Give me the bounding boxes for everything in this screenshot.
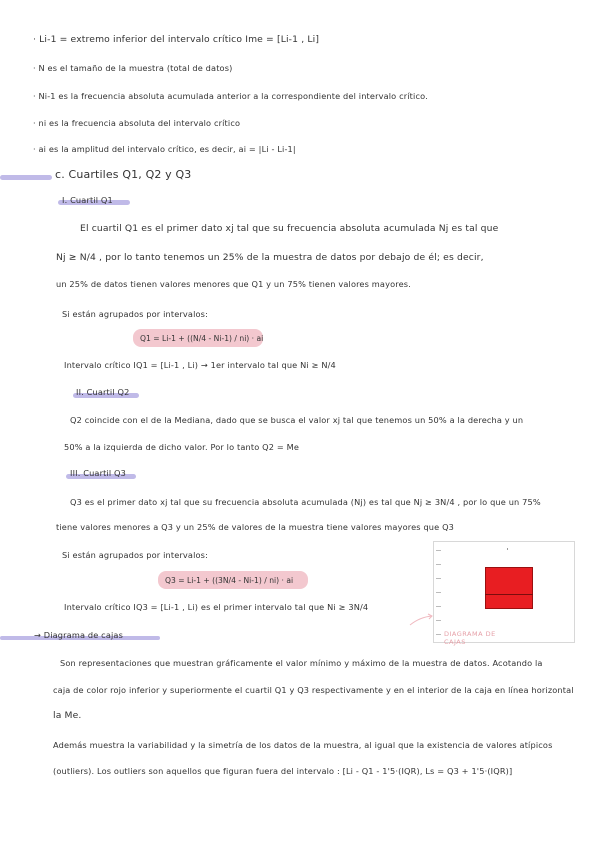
boxplot-axis-tick	[436, 564, 441, 565]
box-paragraph-2: caja de color rojo inferior y superiormente el cuartil Q1 y Q3 respectivamente y en el interior de la caja en línea horizontal	[53, 685, 574, 695]
q3-formula: Q3 = Li-1 + ((3N/4 - Ni-1) / ni) · ai	[165, 576, 294, 585]
q1-paragraph-3: un 25% de datos tienen valores menores que Q1 y un 75% tienen valores mayores.	[56, 279, 411, 289]
q2-paragraph-1: Q2 coincide con el de la Mediana, dado que se busca el valor xj tal que tenemos un 50% a la derecha y un	[70, 415, 524, 425]
q1-paragraph-1: El cuartil Q1 es el primer dato xj tal que su frecuencia absoluta acumulada Nj es tal que	[80, 223, 499, 234]
line-ni-1: · Ni-1 es la frecuencia absoluta acumulada anterior a la correspondiente del intervalo crítico.	[33, 91, 428, 101]
q3-title: III. Cuartil Q3	[70, 468, 127, 478]
caption-arrow-icon	[408, 613, 434, 627]
boxplot-axis-tick	[436, 592, 441, 593]
boxplot-caption: DIAGRAMA DE CAJAS	[444, 630, 496, 646]
box-paragraph-3: la Me.	[53, 710, 82, 721]
box-paragraph-4: Además muestra la variabilidad y la simetría de los datos de la muestra, al igual que la existencia de valores atípicos	[53, 740, 553, 750]
q2-title: II. Cuartil Q2	[76, 387, 130, 397]
q1-title: I. Cuartil Q1	[62, 195, 113, 205]
boxplot-axis-tick	[436, 550, 441, 551]
q3-grouped-label: Si están agrupados por intervalos:	[62, 550, 208, 560]
q1-critical-interval: Intervalo crítico IQ1 = [Li-1 , Li) → 1er intervalo tal que Ni ≥ N/4	[64, 360, 336, 370]
q2-paragraph-2: 50% a la izquierda de dicho valor. Por lo tanto Q2 = Me	[64, 442, 300, 452]
line-ni: · ni es la frecuencia absoluta del intervalo crítico	[33, 118, 241, 128]
section-c-highlight	[0, 175, 52, 180]
section-c-heading: c. Cuartiles Q1, Q2 y Q3	[55, 168, 192, 181]
q1-grouped-label: Si están agrupados por intervalos:	[62, 309, 208, 319]
line-n: · N es el tamaño de la muestra (total de datos)	[33, 63, 233, 73]
boxplot-figure	[433, 541, 575, 643]
q3-paragraph-2: tiene valores menores a Q3 y un 25% de valores de la muestra tiene valores mayores que Q3	[56, 522, 455, 532]
box-diagram-title: → Diagrama de cajas	[34, 630, 123, 640]
box-paragraph-5: (outliers). Los outliers son aquellos que figuran fuera del intervalo : [Li - Q1 - 1'5·(IQR), Ls = Q3 + 1'5·(IQR)]	[53, 766, 513, 776]
boxplot-whisker	[507, 548, 508, 550]
boxplot-axis-tick	[436, 578, 441, 579]
q3-critical-interval: Intervalo crítico IQ3 = [Li-1 , Li) es el primer intervalo tal que Ni ≥ 3N/4	[64, 602, 369, 612]
line-li-1: · Li-1 = extremo inferior del intervalo crítico Ime = [Li-1 , Li]	[33, 34, 320, 45]
box-paragraph-1: Son representaciones que muestran gráficamente el valor mínimo y máximo de la muestra de datos. Acotando la	[60, 658, 543, 668]
boxplot-median-line	[485, 594, 533, 595]
boxplot-axis-tick	[436, 620, 441, 621]
q3-paragraph-1: Q3 es el primer dato xj tal que su frecuencia absoluta acumulada (Nj) es tal que Nj ≥ 3N/4 , por lo que un 75%	[70, 497, 541, 507]
line-ai: · ai es la amplitud del intervalo crítico, es decir, ai = |Li - Li-1|	[33, 144, 296, 154]
q1-formula: Q1 = Li-1 + ((N/4 - Ni-1) / ni) · ai	[140, 334, 264, 343]
boxplot-axis-tick	[436, 634, 441, 635]
q1-paragraph-2: Nj ≥ N/4 , por lo tanto tenemos un 25% de la muestra de datos por debajo de él; es decir,	[56, 252, 484, 263]
boxplot-box	[485, 567, 533, 609]
boxplot-axis-tick	[436, 606, 441, 607]
